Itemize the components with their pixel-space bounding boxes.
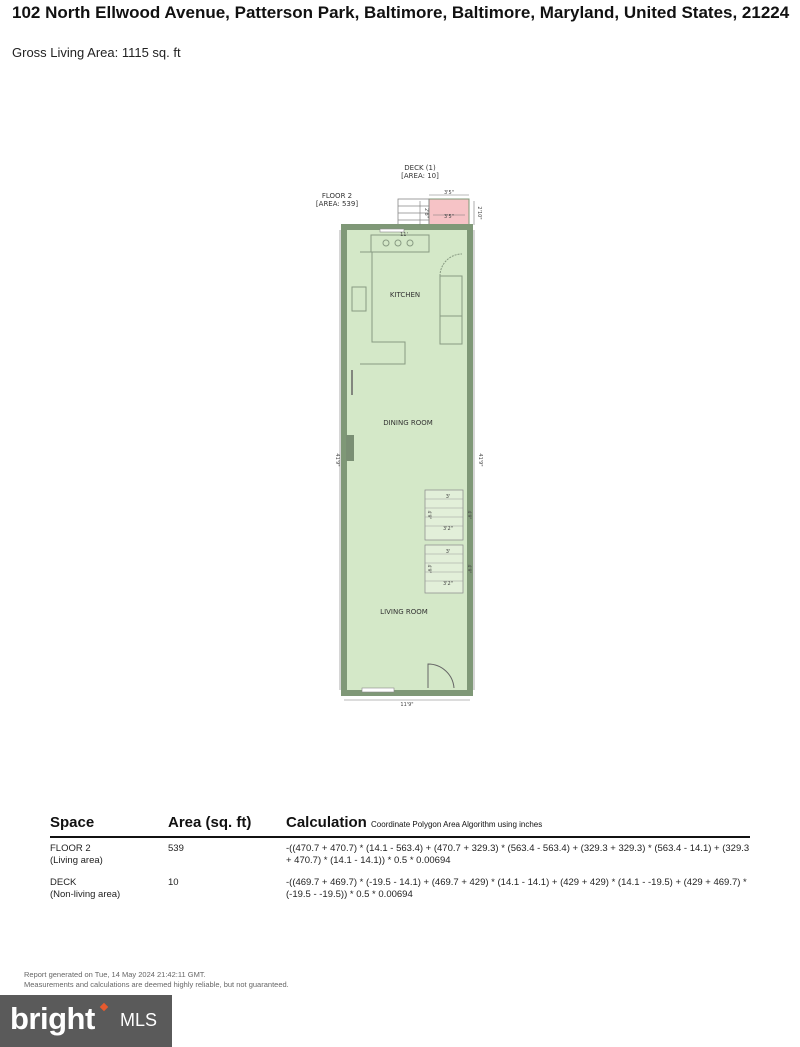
row-area: 539 (168, 843, 184, 854)
header-calculation: Calculation Coordinate Polygon Area Algorithm using inches (286, 814, 543, 831)
living-room-label: LIVING ROOM (380, 608, 428, 616)
dim-stair-b: 3'2" (442, 526, 454, 532)
dim-stair-c: 3' (445, 549, 451, 555)
table-row (50, 877, 750, 911)
deck-label: DECK (1) (404, 164, 436, 172)
dim-stair-a: 3' (445, 494, 451, 500)
logo-brand: bright (10, 1001, 95, 1036)
table-row (50, 843, 750, 877)
dining-room-label: DINING ROOM (383, 419, 433, 427)
floor-area-label: [AREA: 539] (315, 200, 359, 208)
dim-deck-top: 3'5" (443, 190, 455, 196)
window-bottom (362, 688, 394, 692)
dim-stair-side-3: 4'9" (426, 564, 431, 574)
row-space: FLOOR 2 (Living area) (50, 843, 103, 866)
deck-area-label: [AREA: 10] (401, 172, 439, 180)
dim-deck-left: 2'8" (423, 207, 429, 219)
dim-bottom: 11'9" (400, 702, 414, 708)
report-footer (24, 970, 289, 990)
dim-left: 41'9" (334, 453, 340, 467)
dim-right: 41'9" (477, 453, 483, 467)
floor-label: FLOOR 2 (321, 192, 353, 200)
dining-wall-feature (346, 435, 354, 461)
logo-spark-icon (100, 1003, 108, 1011)
dim-top: 11' (400, 232, 408, 238)
dim-deck-right: 2'10" (476, 206, 482, 220)
row-calculation: -((470.7 + 470.7) * (14.1 - 563.4) + (470.7 + 329.3) * (563.4 - 563.4) + (329.3 + 329.3) * (563.4 - 14.1) + (329.3 + 470.7) * (14.1 - 14.1)) * 0.5 * 0.00694 (286, 843, 750, 866)
area-table (50, 814, 750, 911)
logo-suffix: MLS (120, 1010, 158, 1030)
bright-mls-logo (0, 995, 172, 1047)
dim-stair-d: 3'2" (442, 581, 454, 587)
deck-area (429, 199, 469, 227)
area-table-header (50, 814, 750, 838)
report-generated: Report generated on Tue, 14 May 2024 21:42:11 GMT. (24, 970, 206, 979)
dim-stair-side-4: 4'9" (466, 564, 471, 574)
dim-stair-side-1: 4'9" (426, 510, 431, 520)
row-space: DECK (Non-living area) (50, 877, 121, 900)
property-address: 102 North Ellwood Avenue, Patterson Park, Baltimore, Baltimore, Maryland, United States, 21224 (12, 3, 790, 22)
header-area: Area (sq. ft) (168, 814, 252, 831)
dim-stair-side-2: 4'9" (466, 510, 471, 520)
gross-living-area: Gross Living Area: 1115 sq. ft (12, 45, 181, 60)
header-space: Space (50, 814, 95, 831)
kitchen-label: KITCHEN (389, 291, 421, 299)
dim-deck-inner: 3'5" (443, 214, 455, 220)
calc-note: Coordinate Polygon Area Algorithm using inches (371, 820, 543, 829)
disclaimer: Measurements and calculations are deemed highly reliable, but not guaranteed. (24, 980, 289, 989)
row-calculation: -((469.7 + 469.7) * (-19.5 - 14.1) + (469.7 + 429) * (14.1 - 14.1) + (429 + 429) * (14.1 - -19.5) + (429 + 469.7) * (-19.5 - -19.5)) * 0.5 * 0.00694 (286, 877, 747, 900)
row-area: 10 (168, 877, 179, 888)
